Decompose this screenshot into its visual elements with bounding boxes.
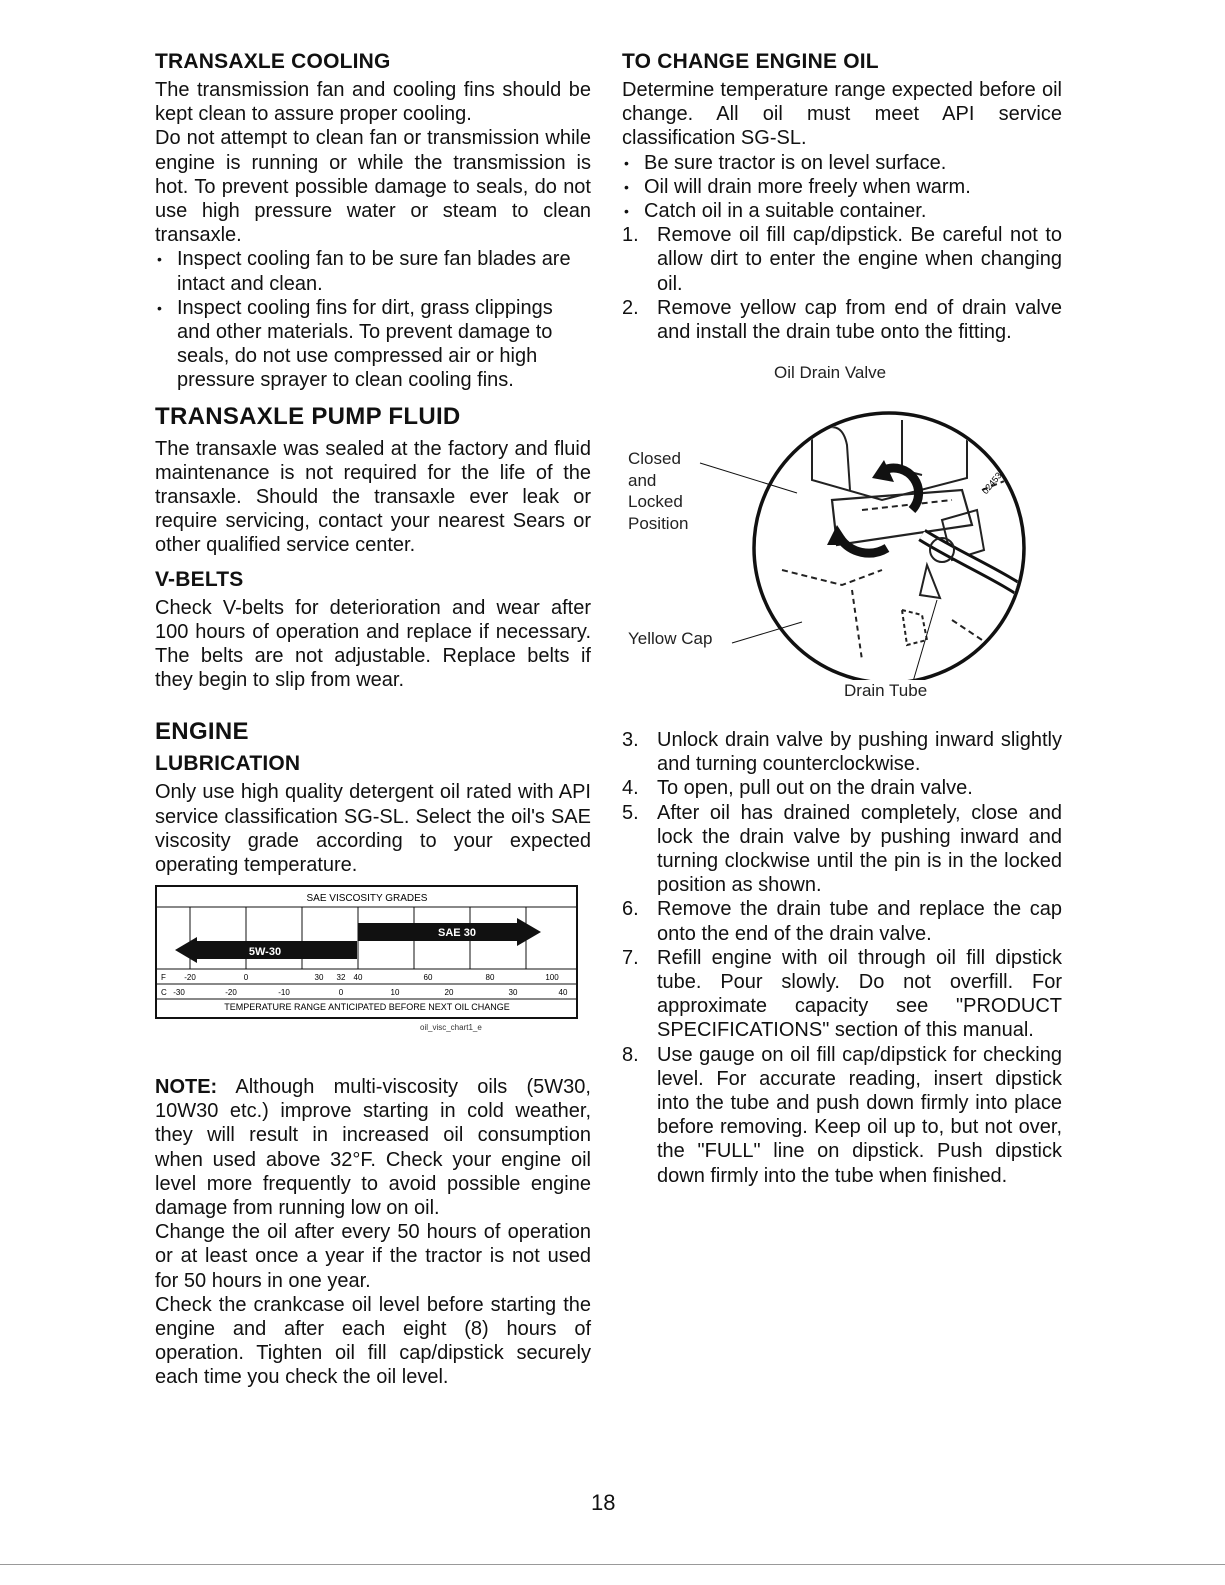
crankcase-check: Check the crankcase oil level before starting the engine and after each eight (8) hours of operation. Tighten oil fill cap/dipstick securely each time you check the oil level. [155,1293,591,1389]
right-column [622,50,1062,344]
transaxle-cooling-paragraph: The transmission fan and cooling fins should be kept clean to assure proper cooling. [155,79,591,126]
c-tick: 10 [390,988,400,997]
figure-title: Oil Drain Valve [774,363,887,382]
step-item: 5. After oil has drained completely, close and lock the drain valve by pushing inward and turning clockwise until the pin is in the locked position as shown. [622,801,1062,897]
oil-change-interval: Change the oil after every 50 hours of operation or at least once a year if the tractor is not used for 50 hours in one year. [155,1221,591,1292]
drain-valve-illustration [622,360,1062,680]
f-tick: 40 [353,973,363,982]
bullet-item: • Oil will drain more freely when warm. [622,175,1062,199]
bullet-item: • Be sure tractor is on level surface. [622,151,1062,175]
c-tick: -20 [225,988,237,997]
change-oil-heading: TO CHANGE ENGINE OIL [622,50,879,73]
bullet-item: • Catch oil in a suitable container. [622,199,1062,223]
chart-id-code: oil_visc_chart1_e [420,1023,482,1032]
chart-title: SAE VISCOSITY GRADES [306,893,428,904]
f-tick: 0 [243,973,249,982]
transaxle-cooling-bullets [155,247,591,392]
steps-first [622,223,1062,344]
lubrication-heading: LUBRICATION [155,752,301,776]
page-number: 18 [591,1490,616,1515]
grade-sae30-label: SAE 30 [438,927,476,939]
drain-tube-label: Drain Tube [844,681,928,700]
closed-locked-label: Closed and Locked Position [628,449,689,533]
steps-second [622,728,1062,1188]
step-item: 3. Unlock drain valve by pushing inward slightly and turning counterclockwise. [622,729,1062,776]
change-oil-bullets [622,151,1062,224]
f-tick: 60 [423,973,433,982]
fahrenheit-label: F [161,973,166,982]
change-oil-paragraph: Determine temperature range expected before oil change. All oil must meet API service classification SG-SL. [622,79,1062,150]
viscosity-chart-graphic [157,887,576,1017]
pump-fluid-heading: TRANSAXLE PUMP FLUID [155,402,461,430]
vbelts-paragraph: Check V-belts for deterioration and wear after 100 hours of operation and replace if necessary. The belts are not adjustable. Replace belts if they begin to slip from wear. [155,596,591,692]
bullet-item: • Inspect cooling fan to be sure fan blades are intact and clean. [155,247,591,295]
note-label: NOTE: [155,1076,218,1098]
celsius-ticks [173,988,568,997]
step-item: 1. Remove oil fill cap/dipstick. Be careful not to allow dirt to enter the engine when changing oil. [622,224,1062,295]
c-tick: -10 [278,988,290,997]
step-item: 8. Use gauge on oil fill cap/dipstick for checking level. For accurate reading, insert dipstick into the tube and push down firmly into place before removing. Keep oil up to, but not over, the "FULL" line on dipstick. Push dipstick down firmly into the tube when finished. [622,1043,1062,1187]
fahrenheit-ticks [184,973,559,982]
step-item: 4. To open, pull out on the drain valve. [622,777,973,800]
grade-5w30-label: 5W-30 [248,946,282,958]
c-tick: 0 [338,988,344,997]
right-column-steps [622,728,1062,1188]
transaxle-cooling-heading: TRANSAXLE COOLING [155,50,391,73]
step-item: 7. Refill engine with oil through oil fill dipstick tube. Pour slowly. Do not overfill. For approximate capacity see "PRODUCT SPECIFICATIONS" section of this manual. [622,946,1062,1042]
f-tick: 30 [314,973,324,982]
f-tick: -20 [184,973,196,982]
c-tick: 20 [444,988,454,997]
f-tick: 100 [545,973,559,982]
oil-drain-valve-figure [622,360,1062,705]
sae-viscosity-chart [155,885,578,1019]
note-paragraph [155,1075,591,1220]
bottom-rule [0,1564,1225,1565]
f-tick: 80 [485,973,495,982]
step-item: 2. Remove yellow cap from end of drain valve and install the drain tube onto the fitting. [622,296,1062,344]
celsius-label: C [161,988,167,997]
pump-fluid-paragraph: The transaxle was sealed at the factory and fluid maintenance is not required for the life of the transaxle. Should the transaxle ever leak or require servicing, contact your nearest Sears or other qualified service center. [155,437,591,557]
figure-art-code: 02453 [980,470,1004,496]
step-item: 6. Remove the drain tube and replace the cap onto the end of the drain valve. [622,898,1062,945]
c-tick: -30 [173,988,185,997]
lubrication-paragraph: Only use high quality detergent oil rated with API service classification SG-SL. Select the oil's SAE viscosity grade according to your expected operating temperature. [155,781,591,877]
f-tick: 32 [336,973,346,982]
chart-footer: TEMPERATURE RANGE ANTICIPATED BEFORE NEXT OIL CHANGE [224,1002,510,1012]
note-text: Although multi-viscosity oils (5W30, 10W30 etc.) improve starting in cold weather, they will result in increased oil consumption when used above 32°F. Check your engine oil level more frequently to avoid possible engine damage from running low on oil. [155,1076,591,1220]
note-block [155,1075,591,1390]
bullet-item: • Inspect cooling fins for dirt, grass clippings and other materials. To prevent damage to seals, do not use compressed air or high pressure sprayer to clean cooling fins. [155,296,591,393]
c-tick: 40 [558,988,568,997]
vbelts-heading: V-BELTS [155,567,244,591]
engine-heading: ENGINE [155,718,249,746]
c-tick: 30 [508,988,518,997]
left-column [155,50,591,877]
yellow-cap-label: Yellow Cap [628,629,713,648]
transaxle-cooling-warning: Do not attempt to clean fan or transmission while engine is running or while the transmission is hot. To prevent possible damage to seals, do not use high pressure water or steam to clean transaxle. [155,127,591,247]
